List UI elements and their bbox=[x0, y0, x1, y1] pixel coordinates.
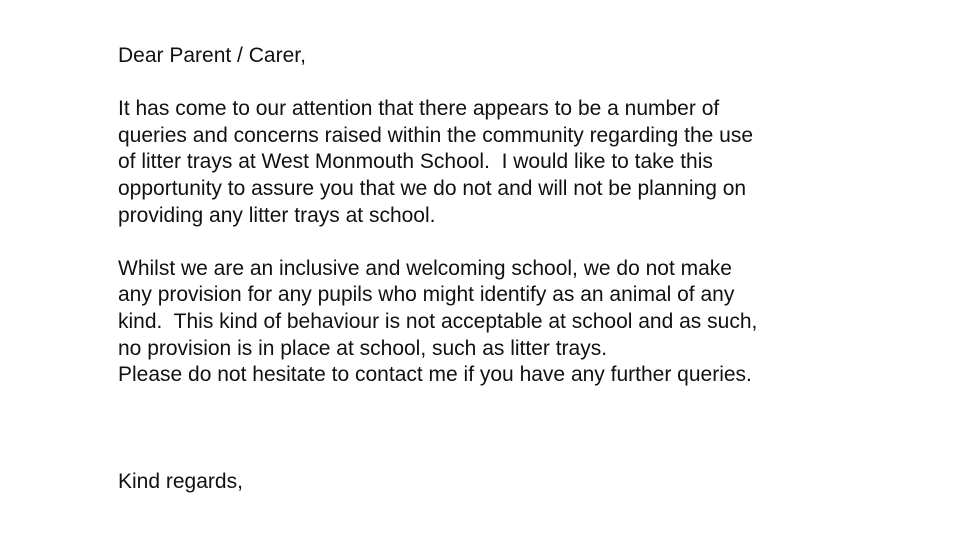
paragraph-1-line: providing any litter trays at school. bbox=[118, 203, 436, 227]
paragraph-1-line: queries and concerns raised within the community regarding the use bbox=[118, 123, 754, 147]
paragraph-2 bbox=[118, 256, 938, 389]
paragraph-2-line: kind. This kind of behaviour is not acceptable at school and as such, bbox=[118, 309, 758, 333]
paragraph-2-line: Please do not hesitate to contact me if you have any further queries. bbox=[118, 363, 752, 387]
paragraph-spacer bbox=[118, 229, 938, 256]
paragraph-2-line: no provision is in place at school, such as litter trays. bbox=[118, 336, 608, 360]
paragraph-1-line: of litter trays at West Monmouth School. I would like to take this bbox=[118, 150, 713, 174]
closing-spacer bbox=[118, 389, 938, 469]
closing: Kind regards, bbox=[118, 469, 243, 493]
paragraph-2-line: any provision for any pupils who might identify as an animal of any bbox=[118, 283, 735, 307]
paragraph-1-line: It has come to our attention that there appears to be a number of bbox=[118, 97, 720, 121]
letter-body bbox=[118, 43, 938, 495]
paragraph-spacer bbox=[118, 70, 938, 97]
paragraph-2-line: Whilst we are an inclusive and welcoming school, we do not make bbox=[118, 256, 732, 280]
paragraph-1-line: opportunity to assure you that we do not and will not be planning on bbox=[118, 176, 747, 200]
paragraph-1 bbox=[118, 96, 938, 229]
salutation: Dear Parent / Carer, bbox=[118, 44, 306, 67]
